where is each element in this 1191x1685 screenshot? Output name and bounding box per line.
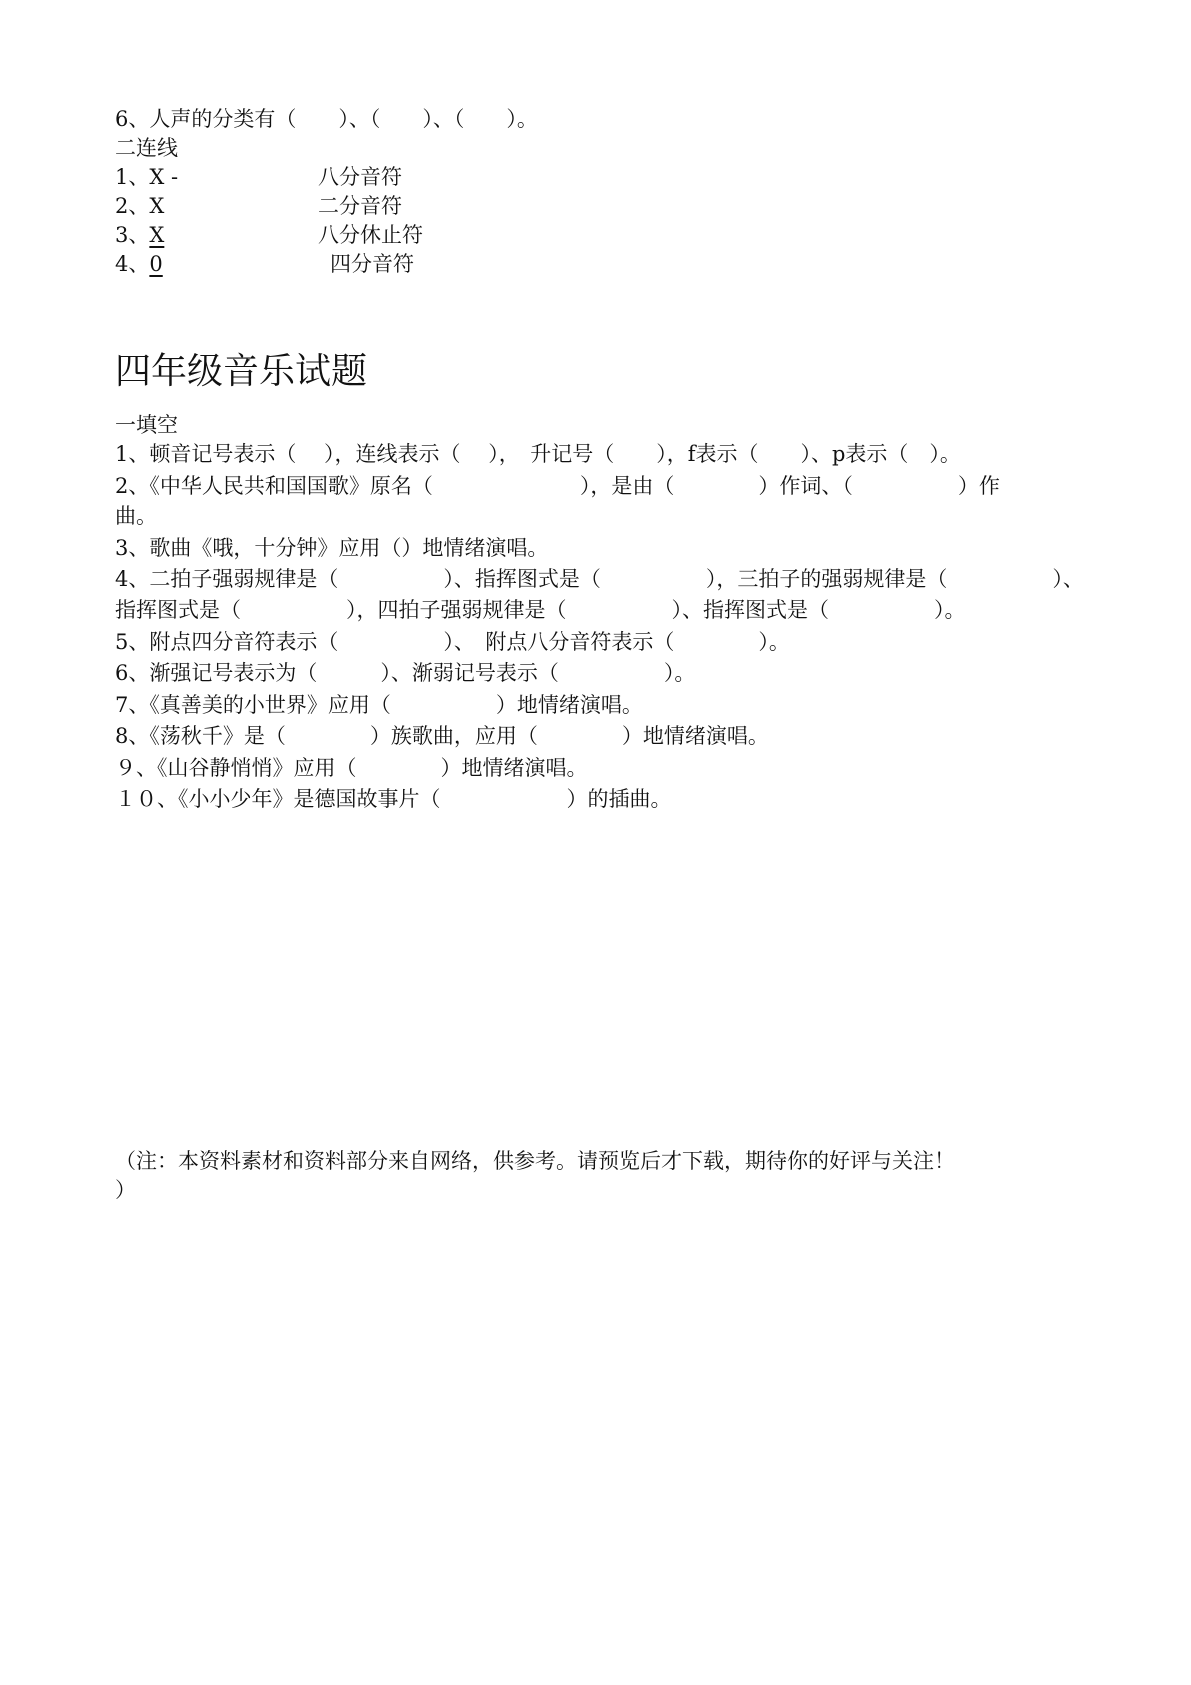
- question-4: 4、二拍子强弱规律是（ ）、指挥图式是（ ），三拍子的强弱规律是（ ）、: [115, 567, 1084, 591]
- matching-right: 八分休止符: [318, 223, 423, 247]
- section1-q6: 6、人声的分类有（ ）、（ ）、（ ）。: [115, 107, 538, 131]
- question-2: 2、《中华人民共和国国歌》原名（ ），是由（ ）作词、（ ）作: [115, 474, 1000, 498]
- matching-num: 3、: [115, 223, 150, 247]
- matching-left: X: [149, 223, 165, 247]
- footer-note-line1: （注：本资料素材和资料部分来自网络，供参考。请预览后才下载，期待你的好评与关注！: [115, 1149, 955, 1173]
- page-title: 四年级音乐试题: [115, 351, 368, 392]
- question-8: 8、《荡秋千》是（ ）族歌曲，应用（ ）地情绪演唱。: [115, 724, 769, 748]
- matching-num: 4、: [115, 252, 150, 276]
- matching-right: 八分音符: [318, 165, 402, 189]
- question-2-cont: 曲。: [115, 504, 157, 528]
- footer-note-line2: ）: [115, 1178, 136, 1202]
- matching-right: 四分音符: [330, 252, 414, 276]
- matching-num: 1、: [115, 165, 150, 189]
- question-3: 3、歌曲《哦，十分钟》应用（）地情绪演唱。: [115, 536, 549, 560]
- matching-heading: 二连线: [115, 136, 178, 160]
- matching-num: 2、: [115, 194, 150, 218]
- matching-left: 0: [149, 252, 163, 276]
- section-heading: 一填空: [115, 413, 178, 437]
- question-7: 7、《真善美的小世界》应用（ ）地情绪演唱。: [115, 693, 643, 717]
- matching-left: X -: [149, 165, 179, 189]
- question-4-cont: 指挥图式是（ ），四拍子强弱规律是（ ）、指挥图式是（ ）。: [115, 598, 966, 622]
- question-9: ９、《山谷静悄悄》应用（ ）地情绪演唱。: [115, 756, 588, 780]
- matching-right: 二分音符: [318, 194, 402, 218]
- question-10: １０、《小小少年》是德国故事片（ ）的插曲。: [115, 787, 672, 811]
- question-6: 6、渐强记号表示为（ ）、渐弱记号表示（ ）。: [115, 661, 696, 685]
- question-5: 5、附点四分音符表示（ ）、 附点八分音符表示（ ）。: [115, 630, 790, 654]
- question-1: 1、顿音记号表示（ ），连线表示（ ）， 升记号（ ），f表示（ ）、p表示（ ）。: [115, 442, 961, 466]
- matching-left: X: [149, 194, 165, 218]
